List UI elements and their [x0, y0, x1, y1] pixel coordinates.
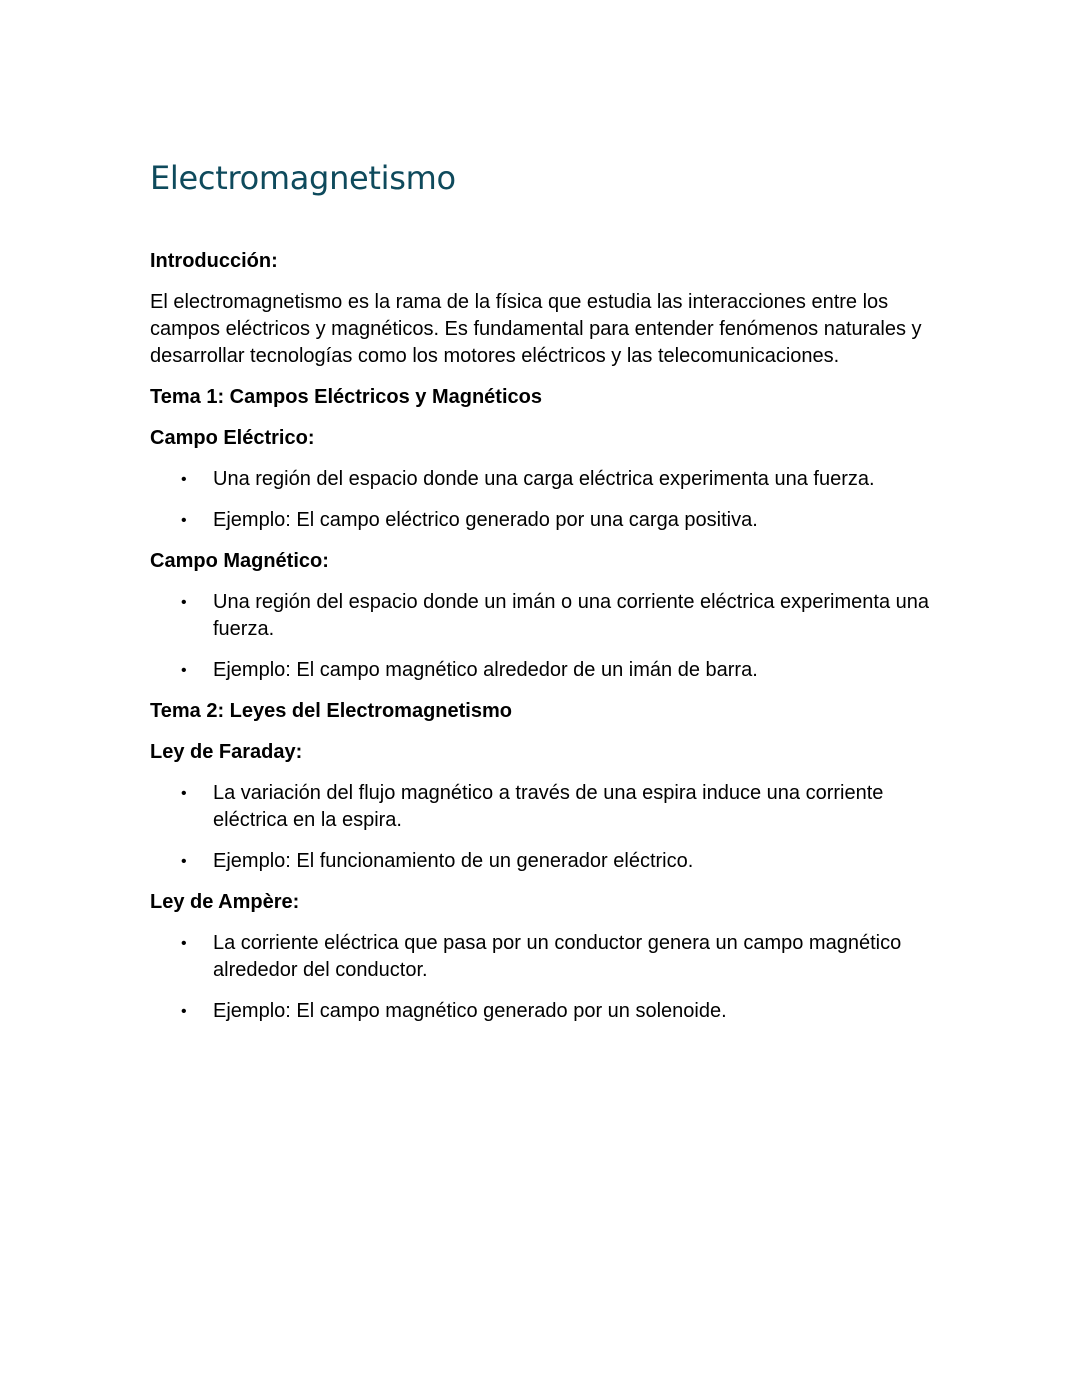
electric-field-heading: Campo Eléctrico:: [150, 427, 315, 449]
page-title: Electromagnetismo: [150, 159, 456, 197]
list-item-text: La variación del flujo magnético a través de una espira induce una corriente eléctrica en la espira.: [213, 782, 884, 831]
topic2-heading: Tema 2: Leyes del Electromagnetismo: [150, 700, 512, 722]
list-item-text: Ejemplo: El campo magnético generado por un solenoide.: [213, 1000, 727, 1022]
faraday-heading: Ley de Faraday:: [150, 741, 303, 763]
bullet-icon: •: [181, 785, 187, 802]
document-page: [150, 156, 940, 1025]
intro-paragraph: El electromagnetismo es la rama de la física que estudia las interacciones entre los campos eléctricos y magnéticos. Es fundamental para entender fenómenos naturales y desarrollar tecnologías como los motores eléctricos y las telecomunicaciones.: [150, 291, 922, 367]
faraday-list: [150, 780, 940, 875]
list-item: [150, 466, 940, 493]
bullet-icon: •: [181, 662, 187, 679]
list-item-text: Una región del espacio donde una carga eléctrica experimenta una fuerza.: [213, 468, 875, 490]
list-item-text: Una región del espacio donde un imán o una corriente eléctrica experimenta una fuerza.: [213, 591, 930, 640]
intro-heading: Introducción:: [150, 250, 278, 272]
bullet-icon: •: [181, 512, 187, 529]
magnetic-field-list: [150, 589, 940, 684]
list-item: [150, 589, 940, 643]
list-item: [150, 848, 940, 875]
list-item: [150, 657, 940, 684]
list-item-text: Ejemplo: El funcionamiento de un generador eléctrico.: [213, 850, 694, 872]
list-item: [150, 780, 940, 834]
bullet-icon: •: [181, 853, 187, 870]
list-item-text: Ejemplo: El campo magnético alrededor de un imán de barra.: [213, 659, 758, 681]
list-item: [150, 507, 940, 534]
bullet-icon: •: [181, 594, 187, 611]
list-item-text: Ejemplo: El campo eléctrico generado por una carga positiva.: [213, 509, 758, 531]
list-item: [150, 998, 940, 1025]
electric-field-list: [150, 466, 940, 534]
magnetic-field-heading: Campo Magnético:: [150, 550, 329, 572]
bullet-icon: •: [181, 471, 187, 488]
topic1-heading: Tema 1: Campos Eléctricos y Magnéticos: [150, 386, 542, 408]
list-item-text: La corriente eléctrica que pasa por un conductor genera un campo magnético alrededor del conductor.: [213, 932, 902, 981]
list-item: [150, 930, 940, 984]
bullet-icon: •: [181, 1003, 187, 1020]
bullet-icon: •: [181, 935, 187, 952]
ampere-list: [150, 930, 940, 1025]
ampere-heading: Ley de Ampère:: [150, 891, 300, 913]
